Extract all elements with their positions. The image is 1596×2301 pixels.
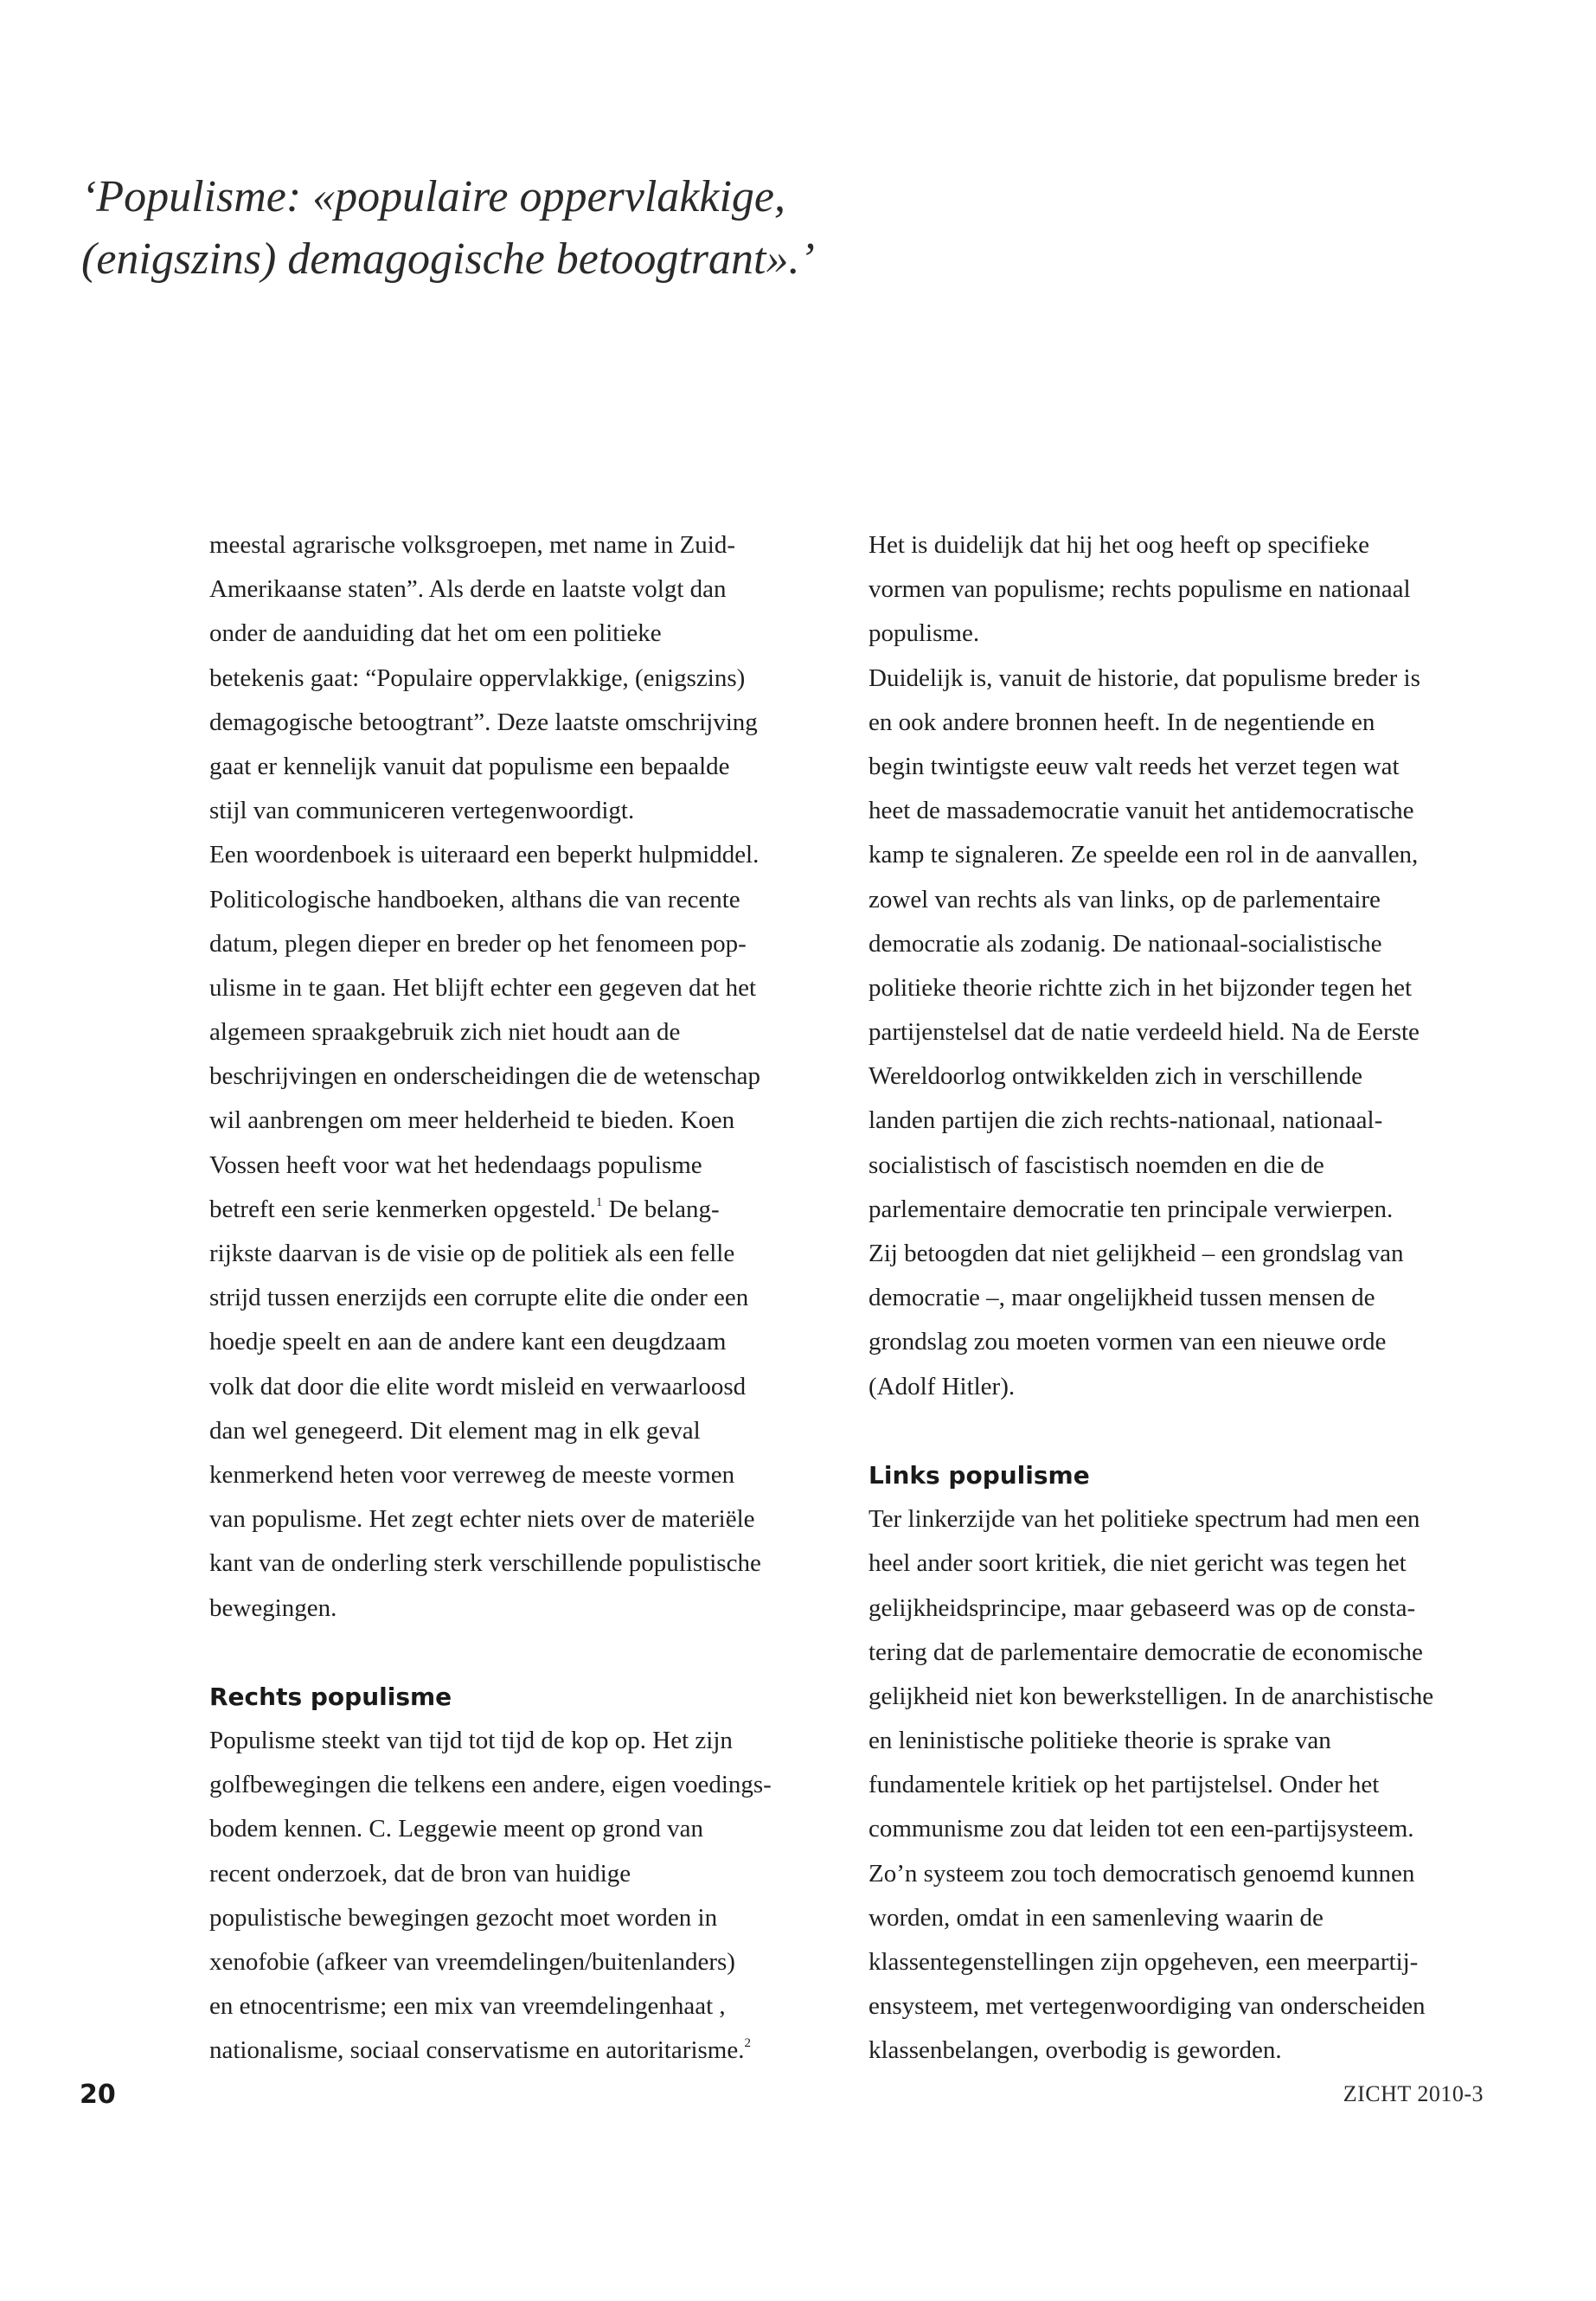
text-line: Duidelijk is, vanuit de historie, dat populisme breder is: [869, 663, 1420, 692]
paragraph: [869, 523, 1474, 657]
text-line: kamp te signaleren. Ze speelde een rol in de aanvallen,: [869, 841, 1419, 869]
section-heading: Links populisme: [869, 1460, 1090, 1490]
text-line: fundamentele kritiek op het partijstelsel. Onder het: [869, 1771, 1380, 1799]
paragraph: [209, 523, 815, 833]
text-line: Een woordenboek is uiteraard een beperkt hulpmiddel.: [209, 841, 760, 869]
text-line: parlementaire democratie ten principale verwierpen.: [869, 1195, 1394, 1223]
text-line: populistische bewegingen gezocht moet worden in: [209, 1903, 718, 1932]
pull-quote-line: (enigszins) demagogische betoogtrant».’: [81, 234, 815, 284]
pull-quote-line: ‘Populisme: «populaire oppervlakkige,: [81, 172, 785, 221]
text-line: Zo’n systeem zou toch democratisch genoemd kunnen: [869, 1859, 1415, 1888]
text-line: vormen van populisme; rechts populisme en nationaal: [869, 575, 1411, 604]
text-line: kant van de onderling sterk verschillende populistische: [209, 1549, 761, 1578]
text-line: socialistisch of fascistisch noemden en die de: [869, 1150, 1324, 1179]
text-line: golfbewegingen die telkens een andere, eigen voedings-: [209, 1771, 772, 1799]
right-column: [869, 523, 1474, 2073]
footnote-marker: 2: [744, 2036, 751, 2051]
text-line: recent onderzoek, dat de bron van huidige: [209, 1859, 631, 1888]
text-line: (Adolf Hitler).: [869, 1372, 1016, 1400]
text-line: en etnocentrisme; een mix van vreemdelingenhaat ,: [209, 1992, 726, 2021]
text-line: bewegingen.: [209, 1593, 337, 1622]
text-line: hoedje speelt en aan de andere kant een deugdzaam: [209, 1328, 727, 1356]
text-line: gelijkheidsprincipe, maar gebaseerd was op de consta-: [869, 1593, 1416, 1622]
text-line: Vossen heeft voor wat het hedendaags populisme: [209, 1150, 702, 1179]
text-line: Politicologische handboeken, althans die van recente: [209, 885, 740, 913]
text-line: Wereldoorlog ontwikkelden zich in verschillende: [869, 1062, 1363, 1091]
footnote-marker: 1: [595, 1195, 603, 1209]
text-line: en ook andere bronnen heeft. In de negentiende en: [869, 708, 1375, 736]
text-line: xenofobie (afkeer van vreemdelingen/buitenlanders): [209, 1948, 735, 1976]
text-line: demagogische betoogtrant”. Deze laatste omschrijving: [209, 708, 758, 736]
paragraph-spacer: [869, 1409, 1474, 1453]
text-line: Populisme steekt van tijd tot tijd de kop op. Het zijn: [209, 1727, 733, 1755]
paragraph: [209, 1719, 815, 2073]
text-line-with-footnote: [209, 1188, 815, 1232]
text-line: klassenbelangen, overbodig is geworden.: [869, 2036, 1282, 2065]
text-line: heet de massademocratie vanuit het antidemocratische: [869, 797, 1414, 825]
text-line: Zij betoogden dat niet gelijkheid – een grondslag van: [869, 1240, 1404, 1267]
paragraph: [209, 833, 815, 1630]
text-line: heel ander soort kritiek, die niet gericht was tegen het: [869, 1549, 1407, 1578]
text-line: ulisme in te gaan. Het blijft echter een gegeven dat het: [209, 973, 757, 1002]
text-line: rijkste daarvan is de visie op de politiek als een felle: [209, 1240, 735, 1267]
text-fragment: nationalisme, sociaal conservatisme en autoritarisme.: [209, 2036, 745, 2065]
text-line: van populisme. Het zegt echter niets over de materiële: [209, 1505, 755, 1534]
text-line: algemeen spraakgebruik zich niet houdt aan de: [209, 1018, 681, 1047]
text-line: populisme.: [869, 619, 980, 648]
text-line: Ter linkerzijde van het politieke spectrum had men een: [869, 1505, 1420, 1534]
text-line: bodem kennen. C. Leggewie meent op grond van: [209, 1815, 703, 1843]
text-line: dan wel genegeerd. Dit element mag in elk geval: [209, 1416, 701, 1445]
text-line: communisme zou dat leiden tot een een-partijsysteem.: [869, 1815, 1414, 1843]
text-line: wil aanbrengen om meer helderheid te bieden. Koen: [209, 1106, 735, 1135]
pull-quote: [81, 166, 1033, 291]
text-line: beschrijvingen en onderscheidingen die de wetenschap: [209, 1062, 760, 1091]
text-fragment: De belang-: [602, 1195, 720, 1223]
text-line: Het is duidelijk dat hij het oog heeft op specifieke: [869, 531, 1370, 559]
left-column: [209, 523, 815, 2073]
text-line: en leninistische politieke theorie is sprake van: [869, 1727, 1331, 1755]
text-line: worden, omdat in een samenleving waarin de: [869, 1903, 1324, 1932]
text-line: partijenstelsel dat de natie verdeeld hield. Na de Eerste: [869, 1018, 1420, 1047]
text-line: politieke theorie richtte zich in het bijzonder tegen het: [869, 973, 1413, 1002]
paragraph: [869, 657, 1474, 1409]
text-line-with-footnote: [209, 2029, 815, 2073]
journal-name: ZICHT 2010-3: [1343, 2081, 1484, 2106]
text-line: gelijkheid niet kon bewerkstelligen. In de anarchistische: [869, 1682, 1434, 1710]
text-line: klassentegenstellingen zijn opgeheven, een meerpartij-: [869, 1948, 1419, 1976]
section-heading: Rechts populisme: [209, 1682, 452, 1711]
text-line: datum, plegen dieper en breder op het fenomeen pop-: [209, 929, 747, 958]
text-line: begin twintigste eeuw valt reeds het verzet tegen wat: [869, 752, 1400, 780]
text-line: kenmerkend heten voor verreweg de meeste vormen: [209, 1460, 735, 1489]
text-line: betekenis gaat: “Populaire oppervlakkige, (enigszins): [209, 663, 746, 692]
text-line: ensysteem, met vertegenwoordiging van onderscheiden: [869, 1992, 1426, 2021]
paragraph-spacer: [209, 1631, 815, 1675]
page-number: 20: [80, 2080, 116, 2110]
text-line: strijd tussen enerzijds een corrupte elite die onder een: [209, 1284, 749, 1312]
text-line: democratie –, maar ongelijkheid tussen mensen de: [869, 1284, 1375, 1312]
text-line: meestal agrarische volksgroepen, met name in Zuid-: [209, 531, 735, 559]
text-line: democratie als zodanig. De nationaal-socialistische: [869, 929, 1382, 958]
text-line: gaat er kennelijk vanuit dat populisme een bepaalde: [209, 752, 730, 780]
text-line: zowel van rechts als van links, op de parlementaire: [869, 885, 1381, 913]
text-line: grondslag zou moeten vormen van een nieuwe orde: [869, 1328, 1387, 1356]
paragraph: [869, 1497, 1474, 2073]
text-line: volk dat door die elite wordt misleid en verwaarloosd: [209, 1372, 747, 1400]
text-line: tering dat de parlementaire democratie de economische: [869, 1638, 1423, 1666]
text-line: Amerikaanse staten”. Als derde en laatste volgt dan: [209, 575, 727, 604]
text-line: landen partijen die zich rechts-nationaal, nationaal-: [869, 1106, 1383, 1135]
text-line: onder de aanduiding dat het om een politieke: [209, 619, 662, 648]
text-fragment: betreft een serie kenmerken opgesteld.: [209, 1195, 596, 1223]
text-line: stijl van communiceren vertegenwoordigt.: [209, 797, 635, 825]
